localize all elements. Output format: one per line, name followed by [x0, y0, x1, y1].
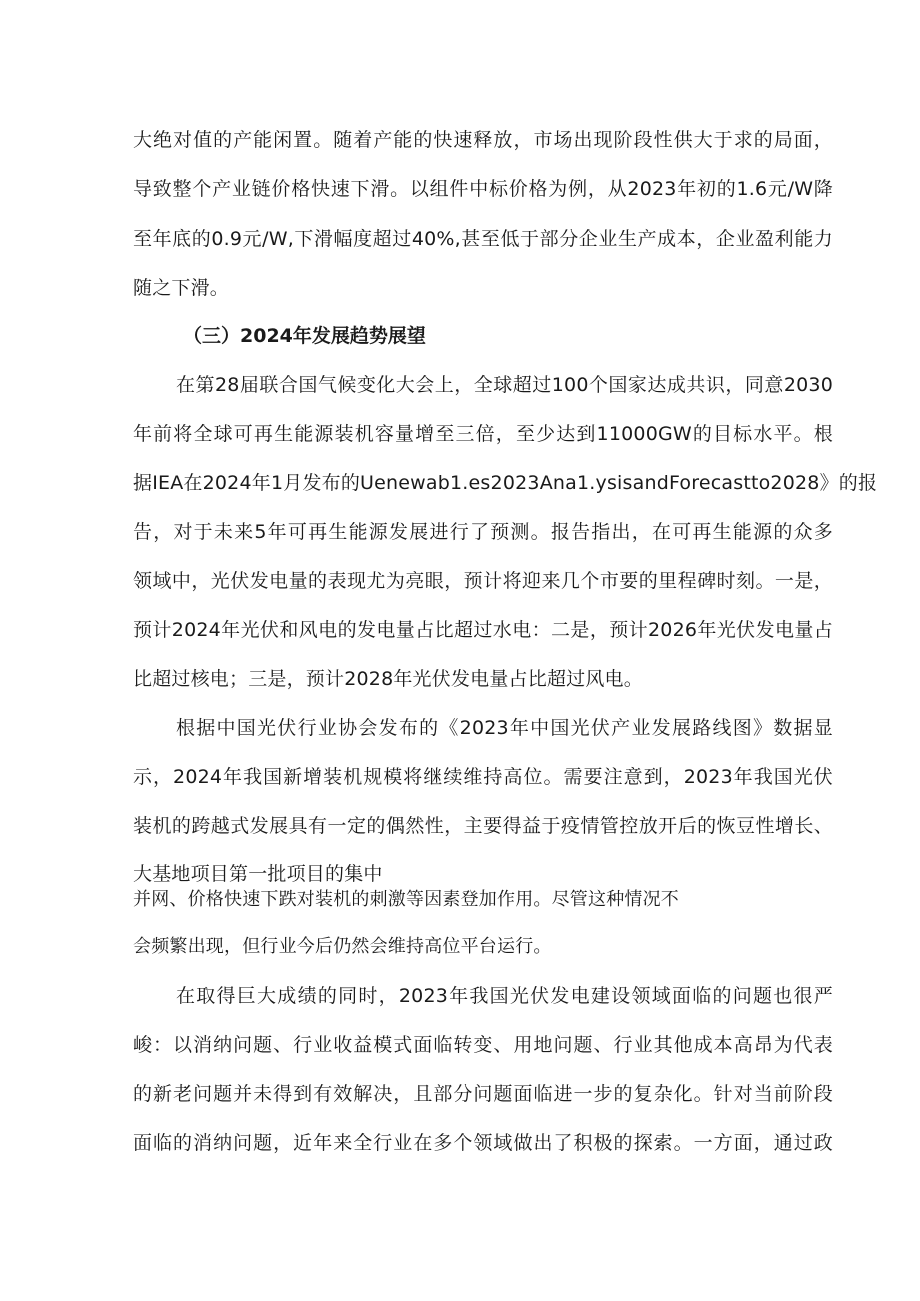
paragraph-1-line-2: 导致整个产业链价格快速下滑。以组件中标价格为例，从2023年初的1.6元/W降 — [133, 178, 833, 200]
paragraph-3-line-5: 并网、价格快速下跌对装机的刺激等因素登加作用。尽管这种情况不 — [133, 889, 679, 910]
paragraph-1-line-1: 大绝对值的产能闲置。随着产能的快速释放，市场出现阶段性供大于求的局面， — [133, 129, 833, 151]
paragraph-1-line-3: 至年底的0.9元/W,下滑幅度超过40%,甚至低于部分企业生产成本，企业盈利能力 — [133, 228, 833, 250]
paragraph-2-line-4: 告，对于未来5年可再生能源发展进行了预测。报告指出，在可再生能源的众多 — [133, 521, 833, 543]
paragraph-2-line-3: 据IEA在2024年1月发布的Uenewab1.es2023Ana1.ysisandForecastto2028》的报 — [133, 472, 878, 494]
paragraph-2-line-2: 年前将全球可再生能源装机容量增至三倍，至少达到11000GW的目标水平。根 — [133, 423, 833, 445]
section-heading: （三）2024年发展趋势展望 — [183, 325, 426, 347]
paragraph-2-line-7: 比超过核电；三是，预计2028年光伏发电量占比超过风电。 — [133, 668, 643, 690]
paragraph-3-line-3: 装机的跨越式发展具有一定的偶然性，主要得益于疫情管控放开后的恢豆性增长、 — [133, 815, 833, 837]
paragraph-4-line-3: 的新老问题并未得到有效解决，且部分问题面临进一步的复杂化。针对当前阶段 — [133, 1083, 833, 1105]
paragraph-3-line-2: 示，2024年我国新增装机规模将继续维持高位。需要注意到，2023年我国光伏 — [133, 766, 833, 788]
paragraph-3-line-4: 大基地项目第一批项目的集中 — [133, 863, 383, 885]
paragraph-2-line-1: 在第28届联合国气候变化大会上，全球超过100个国家达成共识，同意2030 — [176, 374, 833, 396]
paragraph-1-line-4: 随之下滑。 — [133, 277, 230, 299]
paragraph-4-line-2: 峻：以消纳问题、行业收益模式面临转变、用地问题、行业其他成本高昂为代表 — [133, 1034, 833, 1056]
paragraph-4-line-4: 面临的消纳问题，近年来全行业在多个领域做出了积极的探索。一方面，通过政 — [133, 1132, 833, 1154]
paragraph-4-line-1: 在取得巨大成绩的同时，2023年我国光伏发电建设领域面临的问题也很严 — [176, 985, 833, 1007]
paragraph-3-line-1: 根据中国光伏行业协会发布的《2023年中国光伏产业发展路线图》数据显 — [176, 717, 833, 739]
paragraph-3-line-6: 会频繁出现，但行业今后仍然会维持高位平台运行。 — [133, 936, 552, 957]
paragraph-2-line-6: 预计2024年光伏和风电的发电量占比超过水电：二是，预计2026年光伏发电量占 — [133, 619, 833, 641]
paragraph-2-line-5: 领域中，光伏发电量的表现尤为亮眼，预计将迎来几个市要的里程碑时刻。一是， — [133, 570, 833, 592]
